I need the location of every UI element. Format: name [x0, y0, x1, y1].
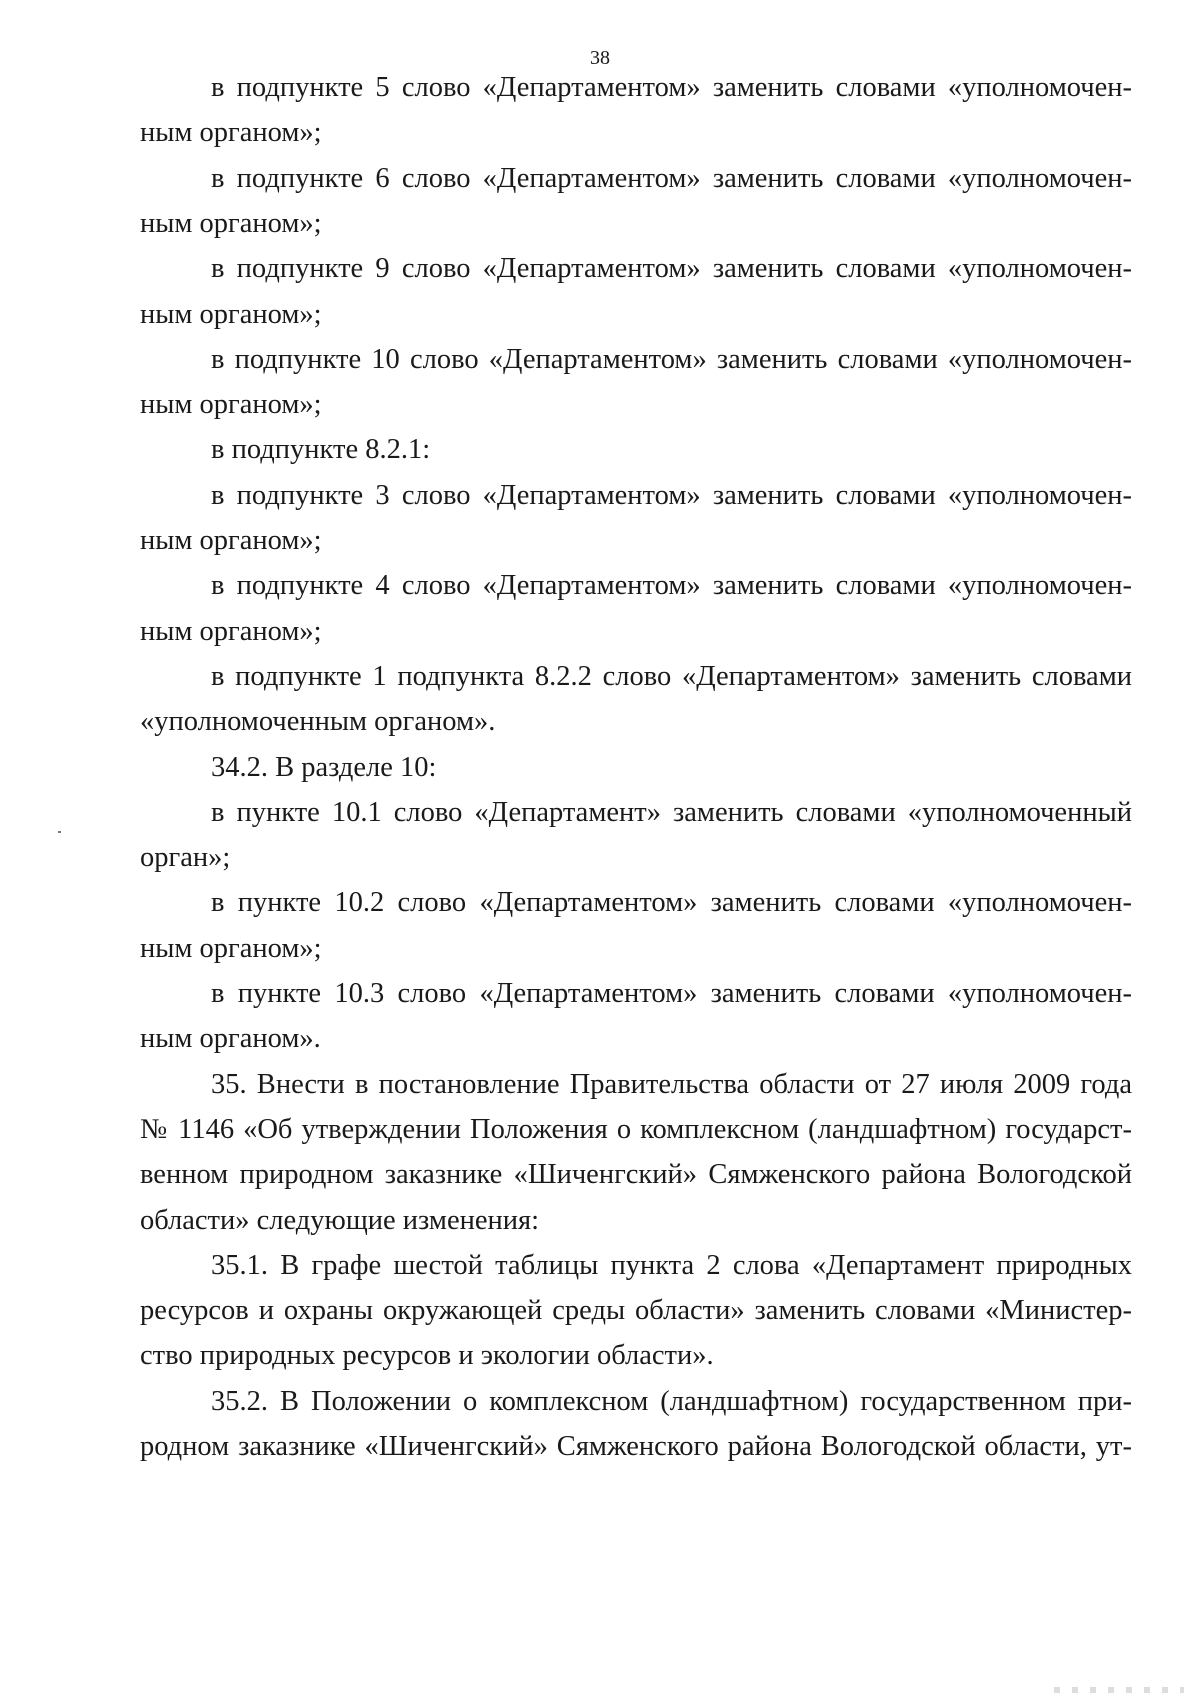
text-line: орган»;: [140, 842, 231, 873]
text-line: в подпункте 5 слово «Департаментом» заменить словами «уполномочен-: [211, 72, 1132, 103]
text-line: 35.1. В графе шестой таблицы пункта 2 слова «Департамент природных: [211, 1250, 1132, 1281]
text-line: ным органом»;: [140, 299, 322, 330]
text-line: ным органом»;: [140, 389, 322, 420]
text-line: в подпункте 3 слово «Департаментом» заменить словами «уполномочен-: [211, 480, 1132, 511]
text-line: ным органом»;: [140, 525, 322, 556]
text-line: № 1146 «Об утверждении Положения о комплексном (ландшафтном) государст-: [140, 1114, 1132, 1145]
text-line: 35. Внести в постановление Правительства области от 27 июля 2009 года: [211, 1069, 1132, 1100]
text-line: ресурсов и охраны окружающей среды области» заменить словами «Министер-: [140, 1295, 1132, 1326]
text-line: 35.2. В Положении о комплексном (ландшафтном) государственном при-: [211, 1386, 1132, 1417]
text-line: родном заказнике «Шиченгский» Сямженского района Вологодской области, ут-: [140, 1431, 1132, 1462]
text-line: в пункте 10.2 слово «Департаментом» заменить словами «уполномочен-: [211, 887, 1132, 918]
text-line: в пункте 10.3 слово «Департаментом» заменить словами «уполномочен-: [211, 978, 1132, 1009]
text-line: ным органом»;: [140, 208, 322, 239]
text-line: 34.2. В разделе 10:: [211, 752, 437, 783]
text-line: «уполномоченным органом».: [140, 706, 496, 737]
scan-mark: [58, 831, 61, 833]
scan-artifact: [1054, 1687, 1184, 1693]
text-line: в подпункте 9 слово «Департаментом» заменить словами «уполномочен-: [211, 253, 1132, 284]
text-line: ство природных ресурсов и экологии области».: [140, 1340, 714, 1371]
text-line: ным органом»;: [140, 616, 322, 647]
text-line: ным органом».: [140, 1023, 321, 1054]
text-line: в подпункте 6 слово «Департаментом» заменить словами «уполномочен-: [211, 163, 1132, 194]
text-line: венном природном заказнике «Шиченгский» Сямженского района Вологодской: [140, 1159, 1132, 1190]
text-line: в подпункте 10 слово «Департаментом» заменить словами «уполномочен-: [211, 344, 1132, 375]
text-line: в подпункте 1 подпункта 8.2.2 слово «Департаментом» заменить словами: [211, 661, 1132, 692]
text-line: области» следующие изменения:: [140, 1205, 540, 1236]
page-number: 38: [590, 47, 610, 69]
text-line: в подпункте 4 слово «Департаментом» заменить словами «уполномочен-: [211, 570, 1132, 601]
text-line: в пункте 10.1 слово «Департамент» заменить словами «уполномоченный: [211, 797, 1132, 828]
text-line: ным органом»;: [140, 933, 322, 964]
text-line: в подпункте 8.2.1:: [211, 434, 431, 465]
text-line: ным органом»;: [140, 117, 322, 148]
